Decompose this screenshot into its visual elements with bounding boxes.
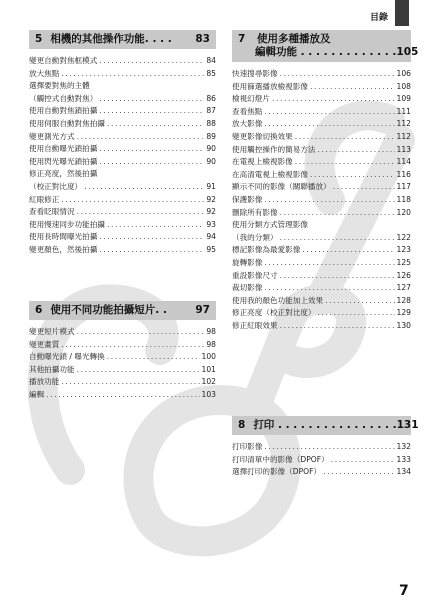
toc-page: 127 — [396, 283, 411, 293]
header-tab-marker — [395, 0, 409, 26]
toc-label: 變更自動對焦框模式 — [29, 56, 98, 65]
toc-page: 117 — [396, 182, 411, 192]
toc-label: 變更測光方式 — [29, 131, 75, 141]
toc-page: 118 — [396, 194, 411, 204]
section-7-title-line2: 編輯功能 . . . . . . . . . . . . . — [255, 46, 397, 58]
dot-leader — [61, 339, 204, 352]
dot-leader — [310, 81, 395, 94]
toc-page: 90 — [206, 156, 216, 166]
section-5-heading[interactable] — [29, 30, 216, 49]
toc-page: 91 — [206, 181, 216, 191]
toc-page: 126 — [396, 270, 411, 280]
toc-entry[interactable] — [29, 389, 216, 402]
toc-label: 查看焦點 — [232, 106, 263, 116]
toc-label: （觸控式自動對焦） — [29, 93, 98, 103]
toc-entry[interactable] — [232, 219, 411, 232]
toc-entry[interactable] — [29, 93, 216, 106]
toc-label: 打印影像 — [232, 442, 263, 451]
dot-leader — [77, 364, 200, 377]
dot-leader — [331, 454, 395, 467]
toc-label: 查看眨眼情況 — [29, 207, 75, 217]
dot-leader — [46, 389, 199, 402]
dot-leader — [280, 232, 395, 245]
dot-leader — [99, 93, 204, 106]
toc-entry[interactable] — [29, 68, 216, 81]
dot-leader — [264, 441, 394, 454]
dot-leader — [77, 326, 205, 339]
toc-entry[interactable] — [29, 351, 216, 364]
toc-entry[interactable] — [29, 206, 216, 219]
toc-entry[interactable] — [232, 93, 411, 106]
toc-label: 保護影像 — [232, 194, 263, 204]
toc-entry[interactable] — [29, 143, 216, 156]
toc-entry[interactable] — [29, 118, 216, 131]
toc-page: 133 — [396, 454, 411, 464]
toc-label: 使用自動對焦鎖拍攝 — [29, 106, 98, 116]
toc-entry[interactable] — [232, 232, 411, 245]
dot-leader — [107, 219, 204, 232]
toc-entry[interactable] — [232, 320, 411, 333]
toc-label: 打印清單中的影像（DPOF） — [232, 454, 329, 464]
toc-label: 重設影像尺寸 — [232, 270, 278, 280]
dot-leader — [280, 68, 395, 81]
toc-label: 播放功能 — [29, 377, 60, 387]
toc-label: 修正亮度，然後拍攝 — [29, 169, 98, 179]
dot-leader — [84, 181, 204, 194]
toc-page: 88 — [206, 118, 216, 128]
section-5 — [29, 30, 216, 257]
toc-page: 98 — [206, 327, 216, 336]
toc-label: 檢視幻燈片 — [232, 94, 270, 104]
toc-label: 標記影像為最愛影像 — [232, 245, 301, 255]
toc-entry[interactable] — [232, 81, 411, 94]
toc-page: 92 — [206, 194, 216, 204]
section-8-page: 131 — [396, 419, 419, 431]
dot-leader — [280, 207, 395, 220]
toc-entry[interactable] — [29, 376, 216, 389]
toc-entry[interactable] — [232, 194, 411, 207]
toc-entry[interactable] — [29, 219, 216, 232]
dot-leader — [77, 206, 205, 219]
toc-label: 變更短片模式 — [29, 327, 75, 336]
section-8-number: 8 — [238, 419, 246, 431]
toc-label: 放大焦點 — [29, 68, 60, 78]
toc-page: 109 — [396, 94, 411, 104]
toc-label: 使用篩選播放檢視影像 — [232, 81, 308, 91]
toc-page: 108 — [396, 81, 411, 91]
section-5-title: 相機的其他操作功能. . . . — [50, 33, 172, 45]
section-5-number: 5 — [35, 33, 43, 45]
toc-entry[interactable] — [29, 231, 216, 244]
dot-leader — [310, 169, 395, 182]
toc-page: 102 — [201, 377, 216, 387]
toc-entry[interactable] — [232, 270, 411, 283]
section-8 — [232, 416, 419, 479]
toc-entry[interactable] — [29, 326, 216, 339]
toc-label: 選擇打印的影像（DPOF） — [232, 467, 322, 477]
toc-label: （我的分類） — [232, 232, 278, 242]
section-7 — [232, 30, 419, 332]
toc-label: 變更顏色，然後拍攝 — [29, 244, 98, 254]
toc-page: 92 — [206, 207, 216, 217]
toc-entry[interactable] — [29, 131, 216, 144]
toc-label: 快速搜尋影像 — [232, 69, 278, 78]
dot-leader — [264, 118, 394, 131]
dot-leader — [61, 376, 199, 389]
toc-label: （校正對比度） — [29, 181, 83, 191]
dot-leader — [61, 194, 204, 207]
toc-label: 自動曝光鎖 / 曝光轉換 — [29, 352, 105, 362]
section-7-page: 105 — [396, 46, 419, 58]
toc-label: 使用閃光曝光鎖拍攝 — [29, 156, 98, 166]
dot-leader — [295, 131, 395, 144]
toc-label: 使用我的顏色功能加上效果 — [232, 295, 324, 305]
toc-page: 120 — [396, 207, 411, 217]
section-6-page: 97 — [195, 304, 210, 316]
toc-page: 89 — [206, 131, 216, 141]
toc-entry[interactable] — [232, 441, 411, 454]
toc-page: 95 — [206, 244, 216, 254]
toc-page: 103 — [201, 389, 216, 399]
dot-leader — [99, 55, 204, 68]
page-number: 7 — [399, 583, 409, 599]
toc-label: 放大影像 — [232, 119, 263, 129]
toc-page: 98 — [206, 339, 216, 349]
dot-leader — [264, 106, 394, 119]
toc-entry[interactable] — [232, 131, 411, 144]
section-8-list — [232, 441, 411, 479]
toc-page: 87 — [206, 106, 216, 116]
toc-label: 使用分類方式管理影像 — [232, 220, 308, 230]
toc-entry[interactable] — [232, 282, 411, 295]
toc-entry[interactable] — [232, 454, 411, 467]
section-6-number: 6 — [35, 304, 43, 316]
dot-leader — [61, 68, 204, 81]
section-8-title: 打印 . . . . . . . . . . . . . . . . — [253, 419, 397, 431]
dot-leader — [295, 156, 395, 169]
toc-entry[interactable] — [29, 339, 216, 352]
toc-page: 134 — [396, 467, 411, 477]
toc-page: 123 — [396, 245, 411, 255]
toc-label: 顯示不同的影像（關聯播放） — [232, 182, 331, 192]
dot-leader — [280, 270, 395, 283]
toc-page: 114 — [396, 157, 411, 167]
toc-entry[interactable] — [232, 295, 411, 308]
toc-label: 旋轉影像 — [232, 257, 263, 267]
dot-leader — [99, 105, 204, 118]
section-7-title-line1: 使用多種播放及 — [256, 33, 331, 45]
dot-leader — [99, 156, 204, 169]
toc-label: 使用長時間曝光拍攝 — [29, 232, 98, 242]
toc-page: 106 — [396, 69, 411, 78]
toc-label: 紅眼修正 — [29, 194, 60, 204]
toc-label: 在電視上檢視影像 — [232, 157, 293, 167]
toc-entry[interactable] — [232, 169, 411, 182]
dot-leader — [318, 307, 395, 320]
toc-label: 修正紅眼效果 — [232, 320, 278, 330]
dot-leader — [280, 320, 395, 333]
dot-leader — [264, 282, 394, 295]
dot-leader — [99, 244, 204, 257]
toc-entry[interactable] — [29, 156, 216, 169]
toc-page: 128 — [396, 295, 411, 305]
toc-page: 122 — [396, 232, 411, 242]
toc-entry[interactable] — [232, 244, 411, 257]
toc-page: 94 — [206, 232, 216, 242]
section-6-heading[interactable] — [29, 301, 216, 320]
dot-leader — [323, 466, 394, 479]
toc-page: 101 — [201, 364, 216, 374]
toc-label: 其他拍攝功能 — [29, 364, 75, 374]
toc-page: 132 — [396, 442, 411, 451]
toc-entry[interactable] — [232, 181, 411, 194]
dot-leader — [325, 295, 394, 308]
dot-leader — [107, 118, 204, 131]
toc-entry[interactable] — [232, 106, 411, 119]
dot-leader — [77, 131, 205, 144]
toc-page: 111 — [396, 106, 411, 116]
dot-leader — [318, 144, 395, 157]
toc-label: 變更影像切換效果 — [232, 131, 293, 141]
toc-page: 93 — [206, 219, 216, 229]
section-7-heading[interactable] — [232, 30, 419, 62]
toc-label: 刪除所有影像 — [232, 207, 278, 217]
toc-entry[interactable] — [232, 207, 411, 220]
toc-entry[interactable] — [232, 144, 411, 157]
toc-entry[interactable] — [232, 307, 411, 320]
toc-entry[interactable] — [29, 55, 216, 68]
toc-entry[interactable] — [232, 118, 411, 131]
toc-entry[interactable] — [29, 80, 216, 93]
dot-leader — [99, 231, 204, 244]
section-6 — [29, 301, 216, 402]
toc-entry[interactable] — [29, 181, 216, 194]
toc-page: 112 — [396, 119, 411, 129]
header-label: 目錄 — [370, 13, 389, 23]
dot-leader — [107, 351, 200, 364]
toc-entry[interactable] — [29, 244, 216, 257]
toc-page: 125 — [396, 257, 411, 267]
toc-entry[interactable] — [29, 105, 216, 118]
dot-leader — [272, 93, 395, 106]
toc-label: 變更畫質 — [29, 339, 60, 349]
toc-label: 使用觸控操作的簡易方法 — [232, 144, 316, 154]
toc-page: 86 — [206, 93, 216, 103]
toc-entry[interactable] — [29, 168, 216, 181]
toc-entry[interactable] — [232, 466, 411, 479]
toc-page: 90 — [206, 144, 216, 154]
toc-page: 113 — [396, 144, 411, 154]
toc-page: 100 — [201, 352, 216, 362]
dot-leader — [333, 181, 395, 194]
section-5-page: 83 — [195, 33, 210, 45]
dot-leader — [302, 244, 394, 257]
toc-page: 84 — [206, 56, 216, 65]
toc-label: 裁切影像 — [232, 283, 263, 293]
toc-page: 85 — [206, 68, 216, 78]
toc-entry[interactable] — [29, 194, 216, 207]
toc-page: 130 — [396, 320, 411, 330]
toc-entry[interactable] — [232, 68, 411, 81]
toc-label: 使用自動曝光鎖拍攝 — [29, 144, 98, 154]
toc-entry[interactable] — [232, 257, 411, 270]
toc-page: 129 — [396, 308, 411, 318]
toc-label: 在高清電視上檢視影像 — [232, 169, 308, 179]
toc-entry[interactable] — [232, 156, 411, 169]
toc-label: 使用慢速同步功能拍攝 — [29, 219, 105, 229]
section-8-heading[interactable] — [232, 416, 419, 435]
toc-label: 編輯 — [29, 389, 45, 399]
toc-label: 使用伺服自動對焦拍攝 — [29, 118, 105, 128]
toc-page: 116 — [396, 169, 411, 179]
toc-label: 選擇要對焦的主體 — [29, 81, 90, 91]
section-6-title: 使用不同功能拍攝短片. . — [50, 304, 167, 316]
section-7-list — [232, 68, 411, 332]
toc-entry[interactable] — [29, 364, 216, 377]
section-6-list — [29, 326, 216, 402]
toc-label: 修正亮度（校正對比度） — [232, 308, 316, 318]
dot-leader — [99, 143, 204, 156]
toc-page: 112 — [396, 131, 411, 141]
section-7-number: 7 — [238, 33, 246, 45]
dot-leader — [264, 194, 394, 207]
dot-leader — [264, 257, 394, 270]
section-5-list — [29, 55, 216, 257]
